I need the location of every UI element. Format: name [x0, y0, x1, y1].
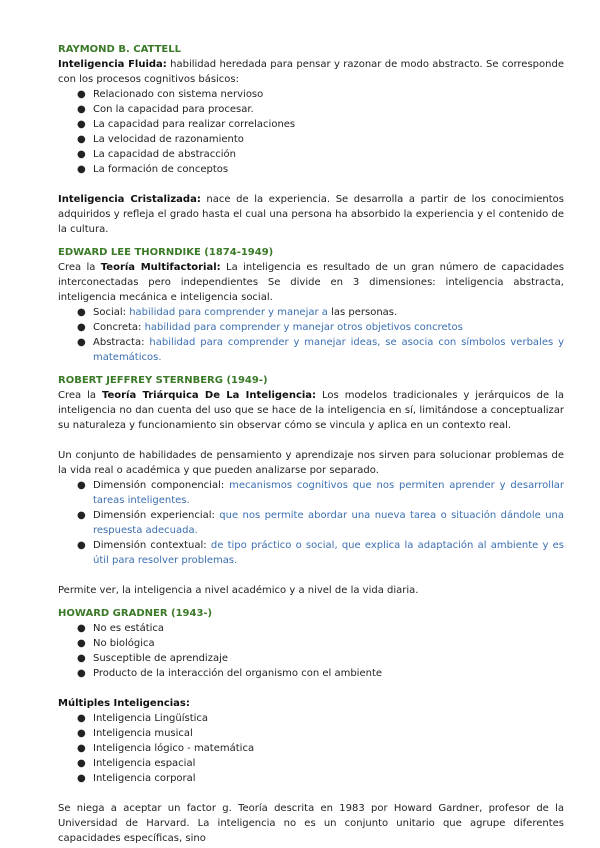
- bullet-icon: ●: [77, 480, 86, 491]
- bullet-icon: ●: [77, 510, 86, 521]
- intro-post: La inteligencia es resultado de un gran número de capacidades interconectadas pero independientes Se divide en 3 dimensiones: inteligencia abstracta, inteligencia mecánica e inteligencia social.: [58, 262, 564, 303]
- gardner-heading: HOWARD GRADNER (1943-): [58, 608, 213, 619]
- item-label: Abstracta:: [93, 337, 150, 348]
- list-item: [58, 117, 564, 132]
- intro-post: Los modelos tradicionales y jerárquicos de la inteligencia no dan cuenta del uso que se hace de la inteligencia en sí, limitándose a conceptualizar su naturaleza y funcionamiento sin observar cómo se vincula y aplica en un contexto real.: [58, 390, 564, 431]
- cristalizada-paragraph: [58, 192, 564, 237]
- list-item-text: No es estática: [93, 623, 165, 634]
- thorndike-section: [58, 245, 564, 365]
- list-item-text: Con la capacidad para procesar.: [93, 104, 254, 115]
- document-content: [58, 42, 564, 846]
- list-item: [58, 132, 564, 147]
- gardner-section: [58, 606, 564, 846]
- bullet-icon: ●: [77, 728, 86, 739]
- list-item: [58, 651, 564, 666]
- spacer: [58, 681, 564, 696]
- bullet-icon: ●: [77, 713, 86, 724]
- bullet-icon: ●: [77, 773, 86, 784]
- item-definition: habilidad para comprender y manejar otros objetivos concretos: [144, 322, 463, 333]
- list-item-text: Inteligencia musical: [93, 728, 193, 739]
- list-item-text: La formación de conceptos: [93, 164, 229, 175]
- list-item: [58, 147, 564, 162]
- intro-pre: Crea la: [58, 262, 101, 273]
- bullet-icon: ●: [77, 540, 86, 551]
- list-item-text: Inteligencia espacial: [93, 758, 196, 769]
- list-item-text: Producto de la interacción del organismo con el ambiente: [93, 668, 383, 679]
- sternberg-dimension-list: [58, 478, 564, 568]
- list-item-text: La capacidad de abstracción: [93, 149, 237, 160]
- list-item: [58, 320, 564, 335]
- multiples-heading: [58, 696, 564, 711]
- list-item: [58, 636, 564, 651]
- fluida-text: habilidad heredada para pensar y razonar de modo abstracto. Se corresponde con los procesos cognitivos básicos:: [58, 59, 564, 85]
- cattell-bullet-list: [58, 87, 564, 177]
- bullet-icon: ●: [77, 104, 86, 115]
- cattell-heading: RAYMOND B. CATTELL: [58, 44, 181, 55]
- multiples-list: [58, 711, 564, 786]
- spacer: [58, 433, 564, 448]
- list-item: [58, 305, 564, 320]
- list-item: [58, 508, 564, 538]
- multiples-label: Múltiples Inteligencias:: [58, 698, 190, 709]
- list-item: [58, 478, 564, 508]
- theory-name: Teoría Multifactorial:: [100, 262, 221, 273]
- bullet-icon: ●: [77, 638, 86, 649]
- bullet-icon: ●: [77, 743, 86, 754]
- list-item: [58, 711, 564, 726]
- item-definition: de tipo práctico o social, que explica la adaptación al ambiente y es útil para resolver problemas.: [93, 540, 564, 566]
- spacer: [58, 365, 564, 373]
- list-item-text: La capacidad para realizar correlaciones: [93, 119, 296, 130]
- sternberg-heading: ROBERT JEFFREY STERNBERG (1949-): [58, 375, 268, 386]
- item-definition: habilidad para comprender y manejar a: [129, 307, 328, 318]
- bullet-icon: ●: [77, 322, 86, 333]
- bullet-icon: ●: [77, 623, 86, 634]
- list-item: [58, 335, 564, 365]
- bullet-icon: ●: [77, 134, 86, 145]
- bullet-icon: ●: [77, 758, 86, 769]
- spacer: [58, 177, 564, 192]
- sternberg-intro: [58, 388, 564, 433]
- cristalizada-text: nace de la experiencia. Se desarrolla a partir de los conocimientos adquiridos y refleja el grado hasta el cual una persona ha absorbido la experiencia y el contenido de la cultura.: [58, 194, 564, 235]
- list-item: [58, 87, 564, 102]
- list-item: [58, 726, 564, 741]
- list-item-text: Inteligencia lógico - matemática: [93, 743, 255, 754]
- fluida-label: Inteligencia Fluida:: [58, 59, 167, 70]
- list-item-text: Inteligencia Lingüística: [93, 713, 209, 724]
- item-label: Dimensión componencial:: [93, 480, 230, 491]
- bullet-icon: ●: [77, 149, 86, 160]
- bullet-icon: ●: [77, 164, 86, 175]
- thorndike-intro: [58, 260, 564, 305]
- gardner-bullet-list: [58, 621, 564, 681]
- thorndike-dimension-list: [58, 305, 564, 365]
- item-definition: mecanismos cognitivos que nos permiten aprender y desarrollar tareas inteligentes.: [93, 480, 564, 506]
- list-item: [58, 666, 564, 681]
- sternberg-paragraph-3: Permite ver, la inteligencia a nivel académico y a nivel de la vida diaria.: [58, 585, 419, 596]
- item-rest: las personas.: [327, 307, 398, 318]
- list-item: [58, 621, 564, 636]
- spacer: [58, 568, 564, 583]
- list-item: [58, 741, 564, 756]
- bullet-icon: ●: [77, 89, 86, 100]
- bullet-icon: ●: [77, 119, 86, 130]
- item-label: Dimensión contextual:: [93, 540, 211, 551]
- gardner-closing-paragraph: Se niega a aceptar un factor g. Teoría descrita en 1983 por Howard Gardner, profesor de la Universidad de Harvard. La inteligencia no es un conjunto unitario que agrupe diferentes capacidades específicas, sino: [58, 803, 564, 844]
- list-item: [58, 771, 564, 786]
- item-label: Concreta:: [93, 322, 145, 333]
- cristalizada-label: Inteligencia Cristalizada:: [58, 194, 201, 205]
- spacer: [58, 598, 564, 606]
- bullet-icon: ●: [77, 653, 86, 664]
- item-definition: habilidad para comprender y manejar ideas, se asocia con símbolos verbales y matemáticos.: [93, 337, 565, 363]
- sternberg-section: [58, 373, 564, 598]
- list-item-text: No biológica: [93, 638, 155, 649]
- item-label: Dimensión experiencial:: [93, 510, 220, 521]
- list-item-text: Relacionado con sistema nervioso: [93, 89, 264, 100]
- cattell-section: [58, 42, 564, 237]
- spacer: [58, 786, 564, 801]
- item-label: Social:: [93, 307, 130, 318]
- list-item-text: Inteligencia corporal: [93, 773, 196, 784]
- spacer: [58, 237, 564, 245]
- list-item-text: La velocidad de razonamiento: [93, 134, 244, 145]
- list-item: [58, 538, 564, 568]
- list-item: [58, 756, 564, 771]
- bullet-icon: ●: [77, 307, 86, 318]
- sternberg-paragraph-2: Un conjunto de habilidades de pensamiento y aprendizaje nos sirven para solucionar problemas de la vida real o académica y que pueden analizarse por separado.: [58, 450, 564, 476]
- fluida-paragraph: [58, 57, 564, 87]
- list-item: [58, 162, 564, 177]
- item-definition: que nos permite abordar una nueva tarea o situación dándole una respuesta adecuada.: [93, 510, 565, 536]
- theory-name: Teoría Triárquica De La Inteligencia:: [101, 390, 317, 401]
- bullet-icon: ●: [77, 668, 86, 679]
- list-item: [58, 102, 564, 117]
- thorndike-heading: EDWARD LEE THORNDIKE (1874-1949): [58, 247, 274, 258]
- list-item-text: Susceptible de aprendizaje: [93, 653, 229, 664]
- bullet-icon: ●: [77, 337, 86, 348]
- intro-pre: Crea la: [58, 390, 102, 401]
